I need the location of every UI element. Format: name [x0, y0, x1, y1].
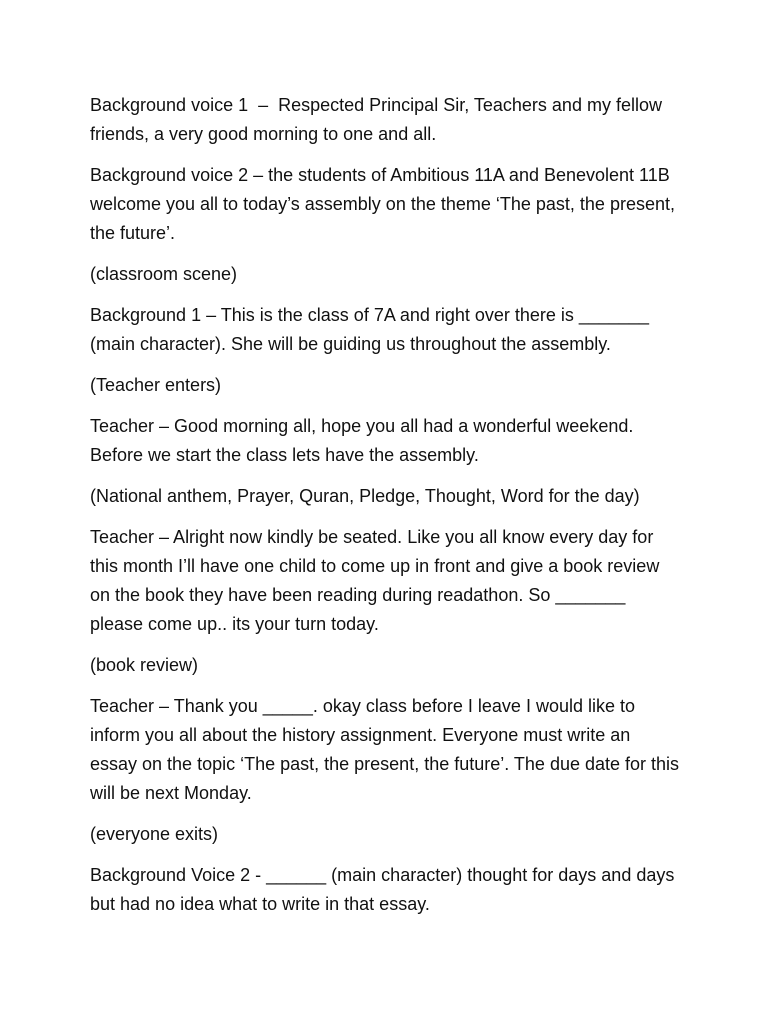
paragraph-stage-direction-book-review: (book review)	[90, 655, 199, 675]
paragraph-background-voice-2-thought: Background Voice 2 - ______ (main character) thought for days and days but had no idea what to write in that essay.	[90, 865, 680, 914]
paragraph-background-voice-2-welcome: Background voice 2 – the students of Ambitious 11A and Benevolent 11B welcome you all to today’s assembly on the theme ‘The past, the present, the future’.	[90, 165, 680, 243]
paragraph-teacher-assignment: Teacher – Thank you _____. okay class before I leave I would like to inform you all about the history assignment. Everyone must write an essay on the topic ‘The past, the present, the future’. The due date for this will be next Monday.	[90, 696, 685, 803]
paragraph-stage-direction-teacher-enters: (Teacher enters)	[90, 375, 222, 395]
document-body	[90, 91, 685, 931]
paragraph-background-voice-1: Background voice 1 – Respected Principal Sir, Teachers and my fellow friends, a very good morning to one and all.	[90, 95, 667, 144]
paragraph-background-1-intro: Background 1 – This is the class of 7A and right over there is _______ (main character). She will be guiding us throughout the assembly.	[90, 305, 655, 354]
paragraph-teacher-greeting: Teacher – Good morning all, hope you all had a wonderful weekend. Before we start the class lets have the assembly.	[90, 416, 639, 465]
paragraph-stage-direction-assembly: (National anthem, Prayer, Quran, Pledge, Thought, Word for the day)	[90, 486, 640, 506]
paragraph-stage-direction-exit: (everyone exits)	[90, 824, 219, 844]
paragraph-stage-direction-classroom: (classroom scene)	[90, 264, 238, 284]
paragraph-teacher-book-review: Teacher – Alright now kindly be seated. Like you all know every day for this month I’ll have one child to come up in front and give a book review on the book they have been reading during readathon. So _______ please come up.. its your turn today.	[90, 527, 665, 634]
